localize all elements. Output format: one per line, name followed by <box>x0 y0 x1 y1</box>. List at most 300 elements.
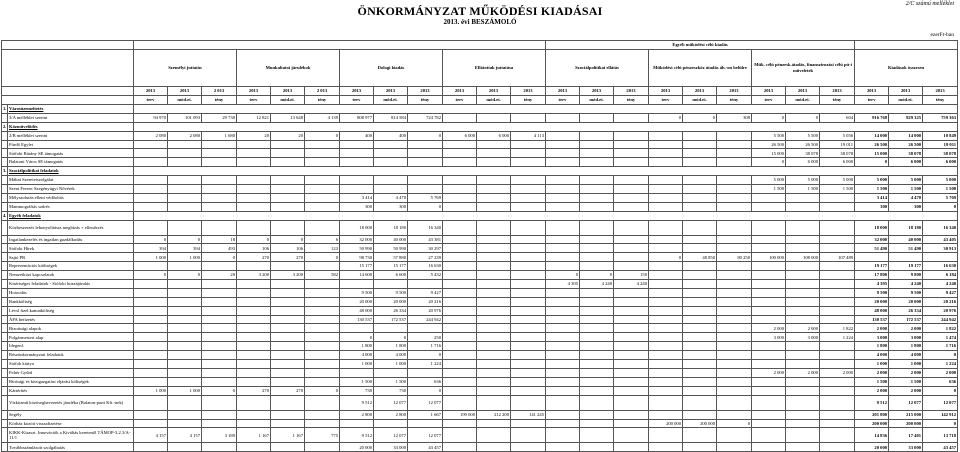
value-cell <box>614 315 649 324</box>
value-cell <box>477 386 511 395</box>
value-cell <box>271 351 305 360</box>
value-cell <box>649 220 683 235</box>
value-cell <box>237 333 271 342</box>
value-cell <box>752 262 786 271</box>
total-cell: 26 334 <box>889 306 923 315</box>
value-cell <box>511 368 546 377</box>
total-cell: 3 000 <box>855 333 889 342</box>
kind-header: mód.ei. <box>580 96 614 105</box>
value-cell <box>340 280 374 289</box>
value-cell <box>202 149 237 158</box>
value-cell <box>546 342 580 351</box>
value-cell <box>511 360 546 369</box>
value-cell: 19 011 <box>820 140 855 149</box>
value-cell <box>477 185 511 194</box>
value-cell <box>202 202 237 211</box>
year-header: 2013 <box>168 87 202 96</box>
value-cell <box>614 368 649 377</box>
value-cell <box>168 140 202 149</box>
total-cell: 1 500 <box>889 185 923 194</box>
value-cell <box>271 443 305 452</box>
expense-table <box>1 40 958 452</box>
value-cell <box>443 333 477 342</box>
value-cell <box>134 419 168 428</box>
value-cell: 4 000 <box>374 351 408 360</box>
value-cell <box>683 360 717 369</box>
total-cell: 9 427 <box>923 288 958 297</box>
value-cell: 270 <box>237 253 271 262</box>
value-cell <box>271 280 305 289</box>
value-cell <box>580 333 614 342</box>
value-cell <box>683 351 717 360</box>
value-cell <box>511 342 546 351</box>
value-cell: 2 000 <box>786 324 820 333</box>
value-cell <box>134 351 168 360</box>
row-label: Városüzemeltetés <box>8 105 134 114</box>
value-cell <box>374 280 408 289</box>
kind-header: terv <box>649 96 683 105</box>
value-cell <box>477 280 511 289</box>
total-cell: 14 000 <box>855 131 889 140</box>
value-cell <box>683 395 717 410</box>
value-cell <box>752 395 786 410</box>
value-cell <box>305 202 340 211</box>
value-cell: 0 <box>408 202 443 211</box>
value-cell <box>305 149 340 158</box>
value-cell <box>237 193 271 202</box>
total-cell: 4 470 <box>889 193 923 202</box>
value-cell <box>546 443 580 452</box>
value-cell <box>614 262 649 271</box>
value-cell: 3 189 <box>202 428 237 443</box>
value-cell <box>477 419 511 428</box>
value-cell: 394 <box>134 244 168 253</box>
value-cell <box>271 185 305 194</box>
row-label: Ingatlankezelés és ingatlan gazdálkodás <box>8 235 134 244</box>
value-cell <box>820 271 855 280</box>
value-cell <box>717 395 752 410</box>
value-cell: 16 340 <box>408 220 443 235</box>
value-cell <box>580 410 614 419</box>
table-row <box>2 368 958 377</box>
total-cell: 17 800 <box>855 271 889 280</box>
value-cell <box>546 368 580 377</box>
value-cell <box>546 220 580 235</box>
value-cell <box>443 443 477 452</box>
row-index: 1. <box>2 105 8 114</box>
value-cell <box>717 443 752 452</box>
total-cell: 48 000 <box>855 306 889 315</box>
value-cell <box>477 333 511 342</box>
value-cell <box>443 351 477 360</box>
value-cell <box>271 220 305 235</box>
value-cell <box>717 386 752 395</box>
value-cell <box>683 386 717 395</box>
value-cell: 12 077 <box>374 395 408 410</box>
value-cell <box>168 288 202 297</box>
value-cell <box>820 395 855 410</box>
value-cell <box>271 419 305 428</box>
value-cell <box>271 202 305 211</box>
value-cell <box>786 271 820 280</box>
value-cell <box>580 244 614 253</box>
kind-header: terv <box>340 96 374 105</box>
value-cell <box>683 315 717 324</box>
row-index: 3. <box>2 167 8 176</box>
value-cell <box>511 262 546 271</box>
value-cell <box>786 306 820 315</box>
value-cell: 172 537 <box>374 315 408 324</box>
value-cell: 3 414 <box>340 193 374 202</box>
total-cell: 4 395 <box>855 280 889 289</box>
value-cell <box>443 419 477 428</box>
value-cell <box>614 297 649 306</box>
value-cell <box>443 360 477 369</box>
value-cell <box>271 288 305 297</box>
table-row <box>2 113 958 122</box>
table-row <box>2 351 958 360</box>
year-header: 2013 <box>752 87 786 96</box>
value-cell <box>305 280 340 289</box>
value-cell <box>168 360 202 369</box>
value-cell: 730 <box>340 386 374 395</box>
value-cell <box>511 288 546 297</box>
kind-header: mód.ei. <box>477 96 511 105</box>
value-cell <box>614 131 649 140</box>
value-cell <box>752 288 786 297</box>
kind-header: tény <box>511 96 546 105</box>
total-cell: 3 414 <box>855 193 889 202</box>
value-cell: 15 000 <box>752 149 786 158</box>
year-header: 2 013 <box>305 87 340 96</box>
value-cell <box>717 262 752 271</box>
year-header: 2013 <box>889 87 923 96</box>
value-cell <box>443 202 477 211</box>
value-cell <box>340 185 374 194</box>
value-cell <box>649 176 683 185</box>
value-cell <box>580 113 614 122</box>
value-cell <box>134 342 168 351</box>
value-cell <box>786 315 820 324</box>
value-cell <box>546 395 580 410</box>
year-header: 2013 <box>923 87 958 96</box>
value-cell: 394 <box>168 244 202 253</box>
value-cell <box>168 395 202 410</box>
year-header: 2013 <box>237 87 271 96</box>
value-cell <box>477 262 511 271</box>
value-cell: 636 <box>408 377 443 386</box>
value-cell <box>305 315 340 324</box>
value-cell <box>820 297 855 306</box>
value-cell <box>202 306 237 315</box>
value-cell <box>786 428 820 443</box>
row-label: Nemzetközi kapcsolatok <box>8 271 134 280</box>
value-cell: 0 <box>717 419 752 428</box>
value-cell <box>305 220 340 235</box>
value-cell <box>511 202 546 211</box>
value-cell <box>271 158 305 167</box>
value-cell <box>168 193 202 202</box>
value-cell <box>168 185 202 194</box>
value-cell: 9 427 <box>408 288 443 297</box>
total-cell: 215 000 <box>889 410 923 419</box>
value-cell <box>683 220 717 235</box>
total-cell: 1 800 <box>889 342 923 351</box>
value-cell <box>237 288 271 297</box>
value-cell <box>340 149 374 158</box>
row-label: Siófoki Hírek <box>8 244 134 253</box>
value-cell: 0 <box>237 235 271 244</box>
total-cell: 0 <box>923 351 958 360</box>
value-cell: 5 500 <box>752 131 786 140</box>
value-cell <box>477 202 511 211</box>
value-cell <box>820 202 855 211</box>
value-cell: 6 600 <box>374 271 408 280</box>
value-cell <box>546 306 580 315</box>
value-cell <box>168 149 202 158</box>
value-cell <box>271 395 305 410</box>
annex-label: 2/C számú melléklet <box>905 1 954 7</box>
value-cell <box>820 220 855 235</box>
value-cell <box>477 176 511 185</box>
value-cell: 1 224 <box>820 333 855 342</box>
value-cell: 4 395 <box>546 280 580 289</box>
value-cell <box>477 113 511 122</box>
value-cell <box>477 443 511 452</box>
value-cell <box>443 377 477 386</box>
value-cell <box>443 342 477 351</box>
value-cell <box>580 176 614 185</box>
value-cell <box>649 202 683 211</box>
total-cell: 2 000 <box>889 368 923 377</box>
value-cell <box>168 220 202 235</box>
value-cell <box>477 428 511 443</box>
value-cell <box>580 220 614 235</box>
total-cell: 2 000 <box>855 386 889 395</box>
value-cell <box>614 193 649 202</box>
value-cell <box>546 333 580 342</box>
value-cell <box>271 360 305 369</box>
value-cell <box>340 176 374 185</box>
value-cell <box>820 262 855 271</box>
total-cell <box>889 253 923 262</box>
table-row <box>2 220 958 235</box>
value-cell <box>305 176 340 185</box>
kind-header-row <box>2 96 958 105</box>
value-cell <box>511 149 546 158</box>
value-cell <box>683 140 717 149</box>
value-cell: 0 <box>683 113 717 122</box>
value-cell: 15 177 <box>340 262 374 271</box>
total-cell <box>855 253 889 262</box>
value-cell <box>237 202 271 211</box>
value-cell <box>614 395 649 410</box>
row-label: 2/B melléklet szerint <box>8 131 134 140</box>
total-cell: 1 500 <box>889 377 923 386</box>
table-row <box>2 235 958 244</box>
total-cell: 4 000 <box>889 351 923 360</box>
year-header: 2013 <box>134 87 168 96</box>
value-cell <box>237 185 271 194</box>
total-cell: 9 500 <box>889 288 923 297</box>
value-cell <box>649 386 683 395</box>
value-cell <box>202 377 237 386</box>
value-cell <box>511 158 546 167</box>
total-cell: 0 <box>923 202 958 211</box>
kind-header: mód.ei. <box>889 96 923 105</box>
value-cell: 15 177 <box>374 262 408 271</box>
kind-header: mód.ei. <box>271 96 305 105</box>
value-cell <box>134 368 168 377</box>
total-cell: 244 942 <box>923 315 958 324</box>
value-cell <box>683 149 717 158</box>
value-cell <box>614 235 649 244</box>
value-cell <box>786 262 820 271</box>
group-header: Kiadások összesen <box>855 50 958 87</box>
value-cell <box>134 262 168 271</box>
total-cell: 18 000 <box>855 220 889 235</box>
row-label: 3/A melléklet szerint <box>8 113 134 122</box>
value-cell <box>820 342 855 351</box>
value-cell <box>511 351 546 360</box>
value-cell <box>717 202 752 211</box>
value-cell: 9 512 <box>340 395 374 410</box>
value-cell <box>202 297 237 306</box>
value-cell <box>752 315 786 324</box>
value-cell <box>511 244 546 253</box>
value-cell <box>717 176 752 185</box>
value-cell <box>305 262 340 271</box>
total-cell: 130 537 <box>855 315 889 324</box>
value-cell: 43 457 <box>408 443 443 452</box>
value-cell <box>237 410 271 419</box>
value-cell: 199 000 <box>443 410 477 419</box>
value-cell <box>443 428 477 443</box>
value-cell <box>202 410 237 419</box>
value-cell <box>305 297 340 306</box>
value-cell <box>717 235 752 244</box>
value-cell <box>271 262 305 271</box>
value-cell: 270 <box>237 386 271 395</box>
value-cell: 1 667 <box>408 410 443 419</box>
value-cell <box>168 176 202 185</box>
value-cell <box>683 306 717 315</box>
value-cell <box>168 202 202 211</box>
kind-header: tény <box>923 96 958 105</box>
value-cell <box>237 315 271 324</box>
year-header: 2013 <box>580 87 614 96</box>
table-row <box>2 288 958 297</box>
value-cell: 16 630 <box>408 262 443 271</box>
value-cell <box>752 297 786 306</box>
row-label: Reprezentációs kiöltségek <box>8 262 134 271</box>
row-label: Részönkormányzati feladatok <box>8 351 134 360</box>
value-cell <box>408 185 443 194</box>
value-cell <box>305 351 340 360</box>
value-cell <box>237 395 271 410</box>
value-cell <box>237 368 271 377</box>
value-cell <box>202 288 237 297</box>
kind-header: terv <box>443 96 477 105</box>
row-label: Lévsl fizel.kamatköltség <box>8 306 134 315</box>
value-cell <box>683 324 717 333</box>
value-cell <box>717 368 752 377</box>
value-cell <box>271 333 305 342</box>
value-cell: 4 113 <box>511 131 546 140</box>
value-cell: 12 077 <box>408 428 443 443</box>
total-cell: 1 500 <box>855 377 889 386</box>
value-cell <box>683 288 717 297</box>
value-cell <box>511 306 546 315</box>
value-cell <box>649 244 683 253</box>
value-cell <box>202 395 237 410</box>
value-cell <box>614 419 649 428</box>
total-cell: 16 340 <box>923 220 958 235</box>
value-cell <box>237 158 271 167</box>
value-cell <box>649 131 683 140</box>
value-cell <box>614 140 649 149</box>
value-cell: 20 <box>237 131 271 140</box>
value-cell: 200 000 <box>649 419 683 428</box>
value-cell <box>305 288 340 297</box>
section-fill <box>134 167 958 176</box>
total-cell: 2 000 <box>889 324 923 333</box>
value-cell <box>477 324 511 333</box>
value-cell <box>305 419 340 428</box>
section-row <box>2 167 958 176</box>
value-cell <box>511 280 546 289</box>
value-cell <box>134 149 168 158</box>
value-cell <box>443 386 477 395</box>
value-cell <box>546 377 580 386</box>
value-cell <box>546 324 580 333</box>
value-cell <box>786 342 820 351</box>
table-row <box>2 428 958 443</box>
value-cell <box>134 185 168 194</box>
value-cell <box>443 193 477 202</box>
total-cell: 16 630 <box>923 262 958 271</box>
value-cell <box>443 185 477 194</box>
value-cell <box>614 324 649 333</box>
value-cell: 400 <box>374 131 408 140</box>
super-header: Egyéb működési célú kiadás <box>546 41 855 50</box>
total-cell: 43 405 <box>923 235 958 244</box>
total-cell: 300 <box>889 202 923 211</box>
value-cell: 6 000 <box>477 131 511 140</box>
value-cell <box>752 235 786 244</box>
total-cell: 20 216 <box>923 297 958 306</box>
value-cell: 5 056 <box>820 131 855 140</box>
value-cell <box>752 306 786 315</box>
total-cell: 4 240 <box>889 280 923 289</box>
value-cell <box>546 428 580 443</box>
year-header: 2013 <box>477 87 511 96</box>
value-cell <box>477 395 511 410</box>
value-cell <box>511 113 546 122</box>
value-cell: 0 <box>580 271 614 280</box>
total-cell: 9 800 <box>889 271 923 280</box>
value-cell <box>374 158 408 167</box>
value-cell <box>580 386 614 395</box>
row-label: Máltai Szeretetszolgálat <box>8 176 134 185</box>
year-header: 2013 <box>717 87 752 96</box>
group-header-row <box>2 50 958 87</box>
table-row <box>2 297 958 306</box>
value-cell <box>717 244 752 253</box>
total-cell: 4 240 <box>923 280 958 289</box>
value-cell: 20 <box>271 131 305 140</box>
value-cell <box>752 360 786 369</box>
